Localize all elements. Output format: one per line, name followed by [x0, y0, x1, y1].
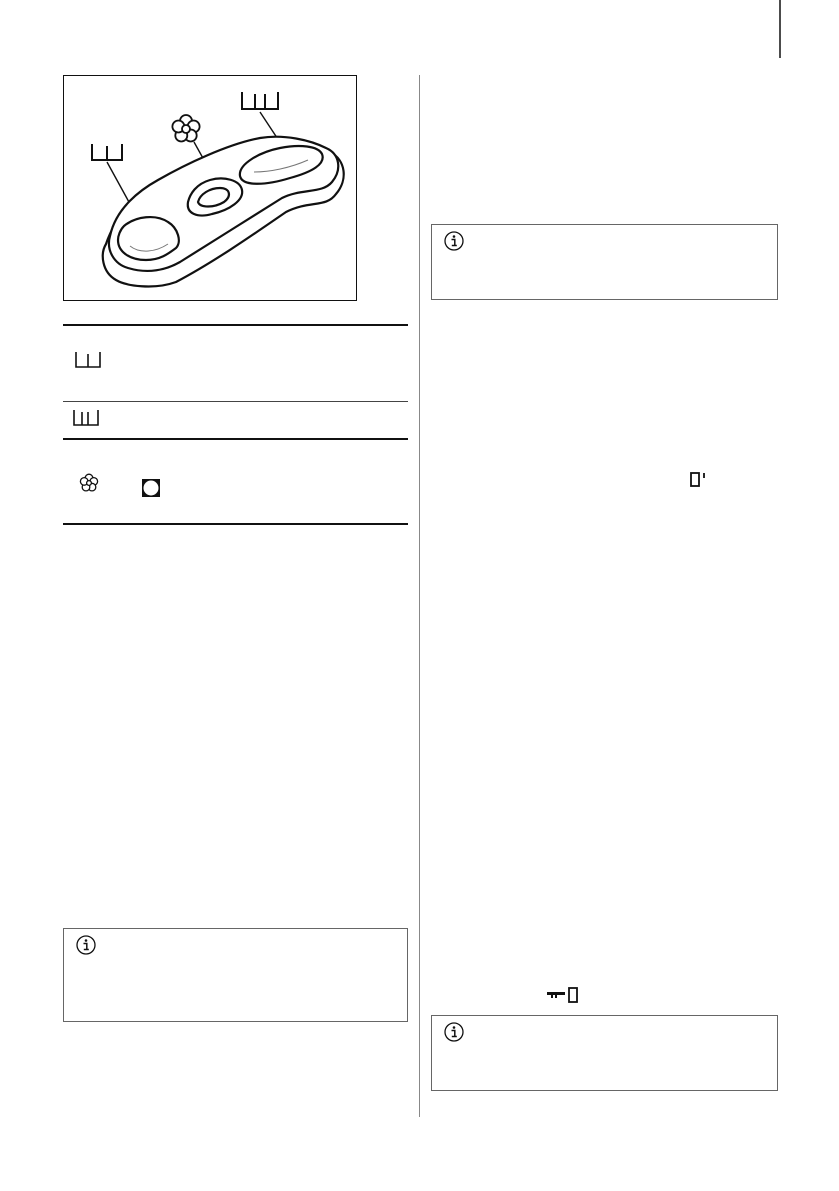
info-icon	[444, 231, 464, 251]
square-button-icon	[141, 478, 161, 498]
table-rule-bottom	[63, 523, 408, 525]
info-note-box	[63, 928, 408, 1022]
compartment-I-icon	[92, 144, 122, 160]
info-note-box	[431, 1015, 778, 1091]
compartment-III-icon	[242, 92, 278, 109]
key-lock-icon	[547, 987, 583, 1003]
page-corner-mark	[776, 0, 784, 60]
legend-row-softener	[63, 440, 408, 524]
detergent-dispenser-figure	[63, 75, 357, 301]
column-divider	[419, 75, 420, 1117]
legend-row-compartment-I	[63, 326, 408, 402]
info-icon	[76, 935, 96, 955]
compartment-I-icon	[73, 350, 103, 370]
info-icon	[444, 1022, 464, 1042]
compartment-III-icon	[71, 408, 101, 428]
flower-softener-icon	[78, 472, 100, 494]
info-note-box	[431, 224, 778, 300]
flower-softener-icon	[172, 115, 199, 142]
dispenser-illustration	[64, 76, 358, 302]
legend-row-compartment-III	[63, 402, 408, 438]
digit-zero-display-icon	[688, 471, 710, 489]
